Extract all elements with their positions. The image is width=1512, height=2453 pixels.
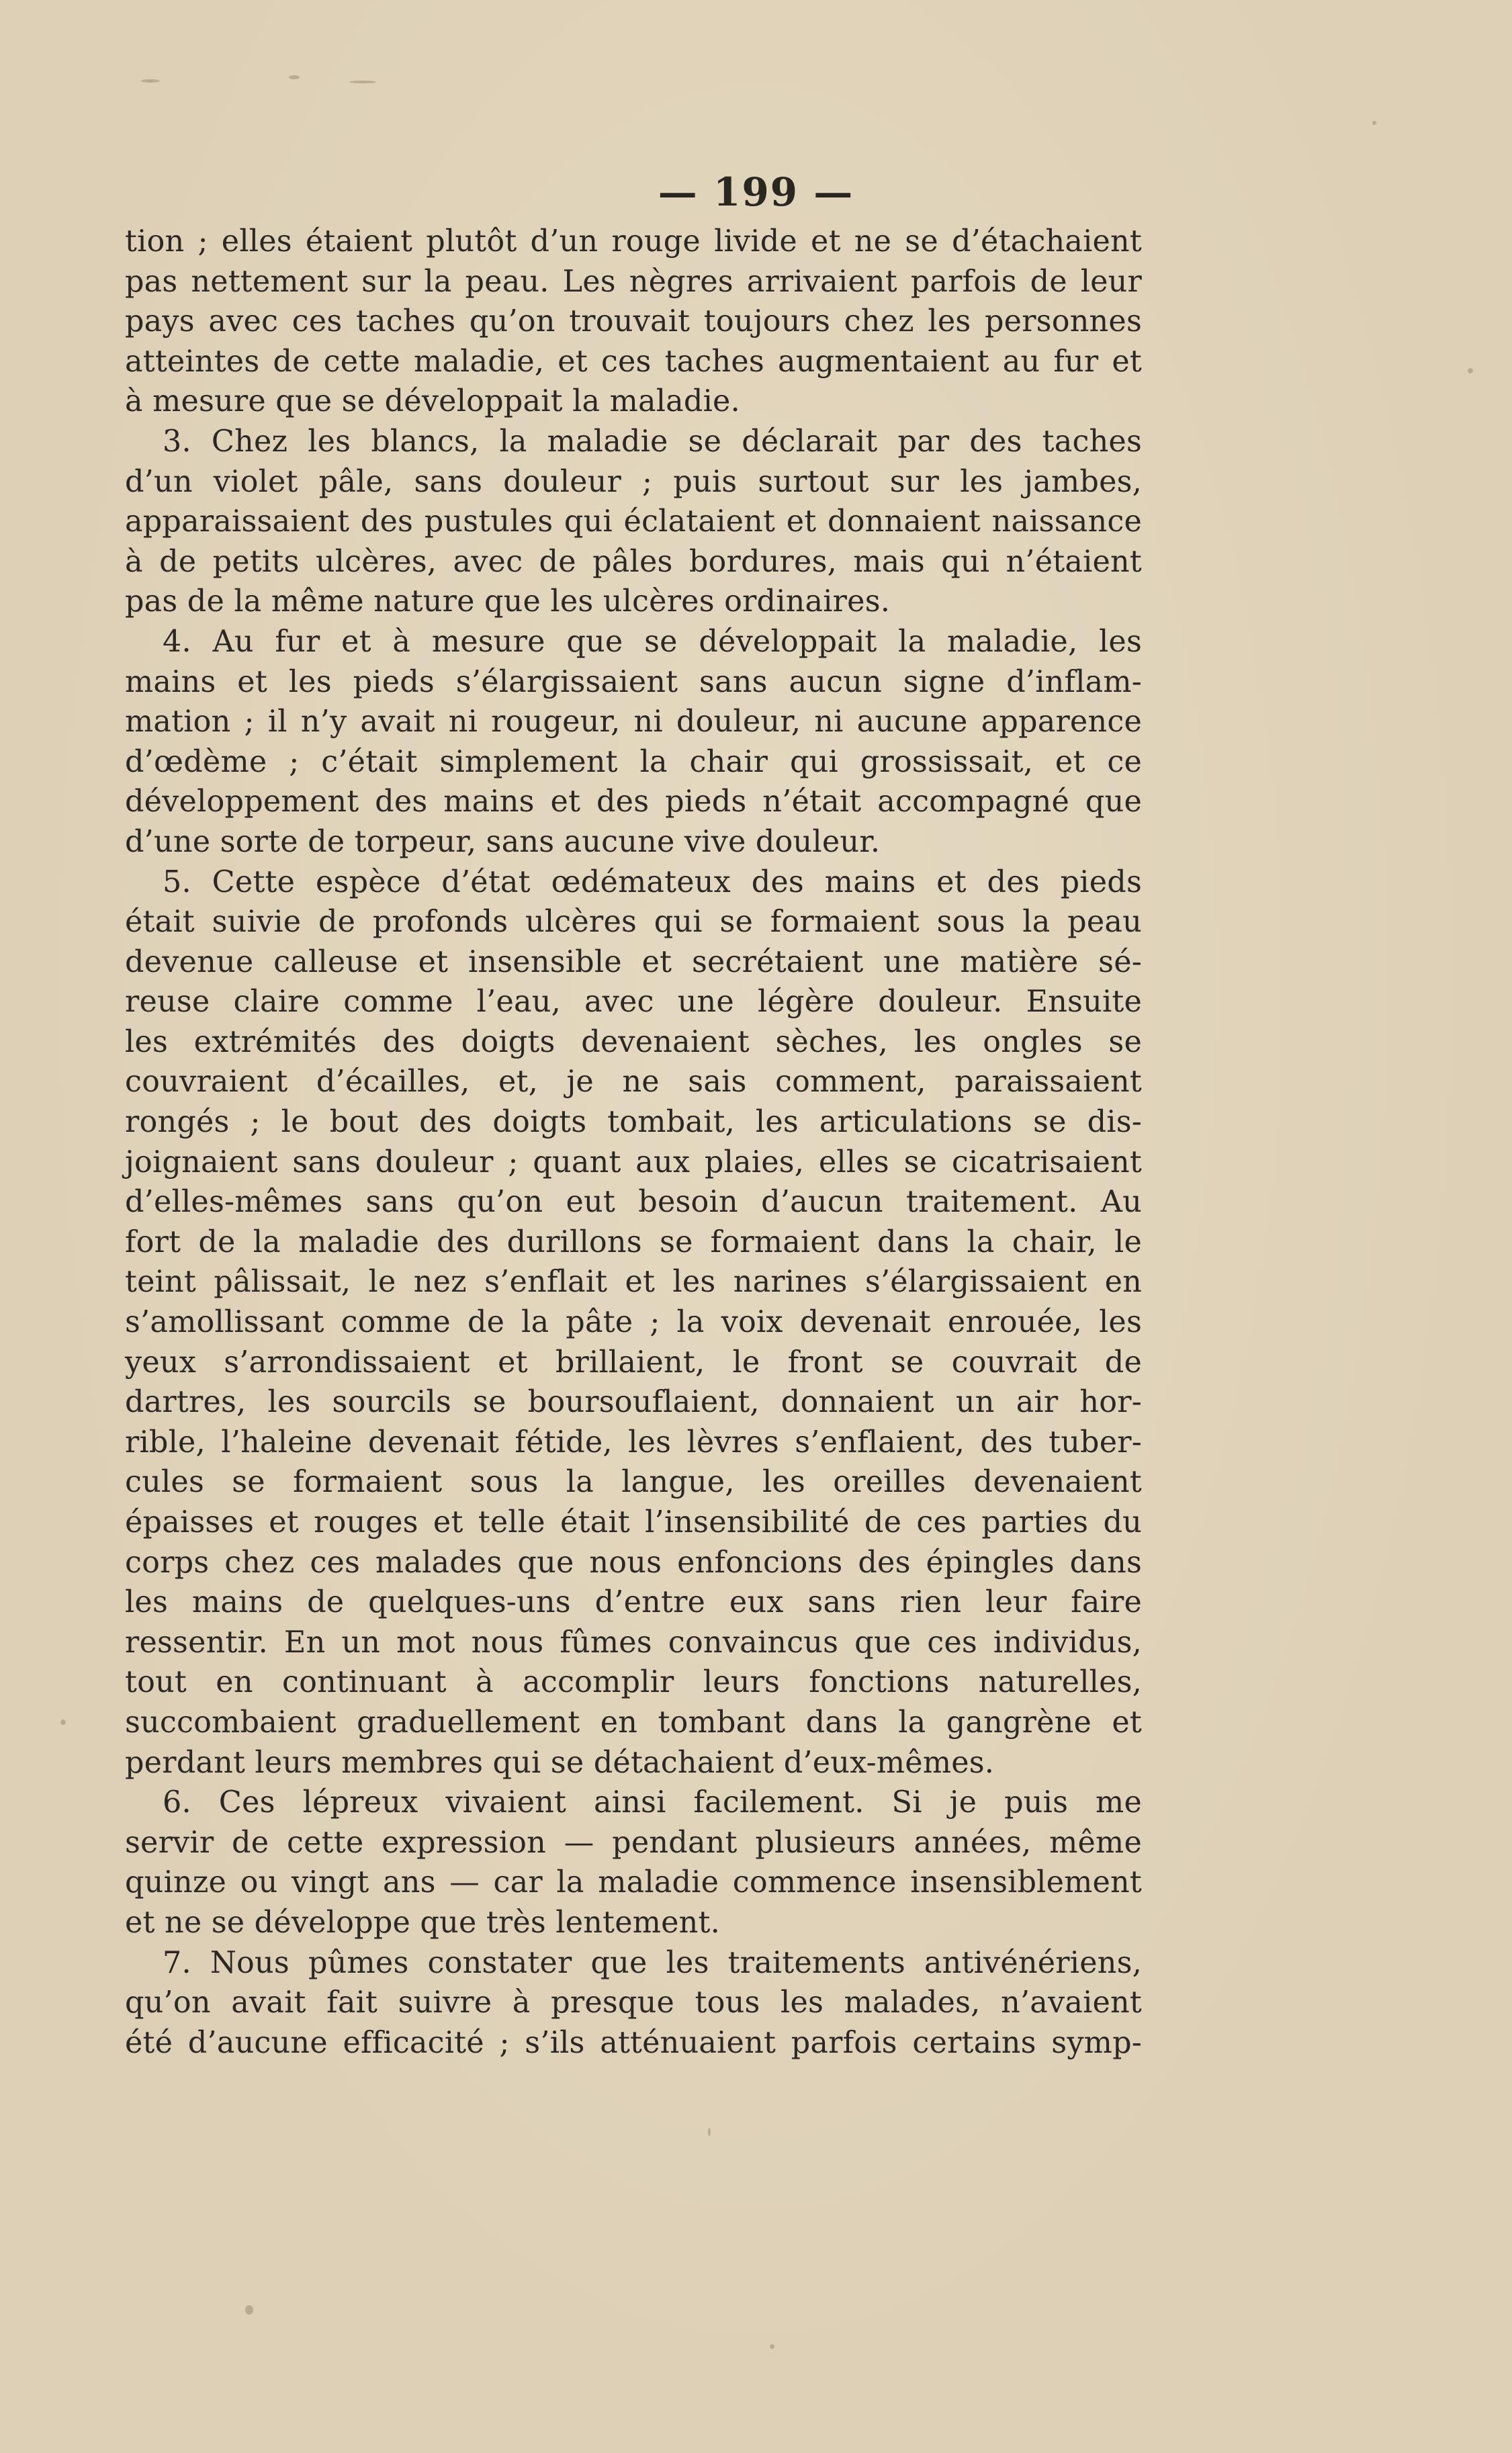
text-line: les extrémités des doigts devenaient sèches, les ongles se bbox=[125, 1024, 1142, 1059]
text-line: été d’aucune efficacité ; s’ils atténuaient parfois certains symp- bbox=[125, 2025, 1142, 2060]
text-line: 3. Chez les blancs, la maladie se déclarait par des taches bbox=[163, 424, 1142, 459]
text-line: ressentir. En un mot nous fûmes convaincus que ces individus, bbox=[125, 1625, 1142, 1660]
text-line: épaisses et rouges et telle était l’insensibilité de ces parties du bbox=[125, 1505, 1142, 1540]
ink-speck bbox=[141, 79, 160, 83]
text-line: succombaient graduellement en tombant dans la gangrène et bbox=[125, 1705, 1142, 1740]
text-line: s’amollissant comme de la pâte ; la voix devenait enrouée, les bbox=[125, 1305, 1142, 1340]
ink-speck bbox=[1372, 121, 1376, 125]
text-line: les mains de quelques-uns d’entre eux sans rien leur faire bbox=[125, 1585, 1142, 1620]
text-line: à de petits ulcères, avec de pâles bordures, mais qui n’étaient bbox=[125, 544, 1142, 579]
text-line: corps chez ces malades que nous enfoncions des épingles dans bbox=[125, 1545, 1142, 1580]
text-line: rongés ; le bout des doigts tombait, les articulations se dis- bbox=[125, 1105, 1142, 1140]
text-line: dartres, les sourcils se boursouflaient, donnaient un air hor- bbox=[125, 1385, 1142, 1420]
text-line: teint pâlissait, le nez s’enflait et les narines s’élargissaient en bbox=[125, 1265, 1142, 1300]
ink-speck bbox=[1468, 368, 1473, 373]
text-line: mains et les pieds s’élargissaient sans aucun signe d’inflam- bbox=[125, 664, 1142, 699]
text-line: qu’on avait fait suivre à presque tous les malades, n’avaient bbox=[125, 1986, 1142, 2020]
body-text bbox=[125, 222, 1142, 2063]
text-line: d’œdème ; c’était simplement la chair qui grossissait, et ce bbox=[125, 744, 1142, 779]
ink-speck bbox=[289, 75, 300, 79]
page-number: — 199 — bbox=[658, 169, 854, 215]
text-line: quinze ou vingt ans — car la maladie commence insensiblement bbox=[125, 1865, 1142, 1900]
text-line: rible, l’haleine devenait fétide, les lèvres s’enflaient, des tuber- bbox=[125, 1425, 1142, 1460]
text-line: d’une sorte de torpeur, sans aucune vive douleur. bbox=[125, 824, 881, 859]
text-line: tout en continuant à accomplir leurs fonctions naturelles, bbox=[125, 1665, 1142, 1700]
text-line: fort de la maladie des durillons se formaient dans la chair, le bbox=[125, 1224, 1142, 1259]
text-line: joignaient sans douleur ; quant aux plaies, elles se cicatrisaient bbox=[125, 1145, 1142, 1179]
text-line: pays avec ces taches qu’on trouvait toujours chez les personnes bbox=[125, 304, 1142, 339]
ink-speck bbox=[770, 2344, 774, 2349]
text-line: tion ; elles étaient plutôt d’un rouge livide et ne se d’étachaient bbox=[125, 224, 1142, 259]
text-line: mation ; il n’y avait ni rougeur, ni douleur, ni aucune apparence bbox=[125, 705, 1142, 740]
ink-speck bbox=[708, 2128, 711, 2136]
text-line: d’un violet pâle, sans douleur ; puis surtout sur les jambes, bbox=[125, 464, 1142, 499]
text-line: yeux s’arrondissaient et brillaient, le front se couvrait de bbox=[125, 1345, 1142, 1380]
text-line: d’elles-mêmes sans qu’on eut besoin d’aucun traitement. Au bbox=[125, 1185, 1142, 1220]
text-line: 4. Au fur et à mesure que se développait la maladie, les bbox=[163, 624, 1142, 659]
text-line: devenue calleuse et insensible et secrétaient une matière sé- bbox=[125, 944, 1142, 979]
text-line: couvraient d’écailles, et, je ne sais comment, paraissaient bbox=[125, 1065, 1142, 1100]
text-line: pas de la même nature que les ulcères ordinaires. bbox=[125, 584, 891, 619]
text-line: reuse claire comme l’eau, avec une légère douleur. Ensuite bbox=[125, 985, 1142, 1020]
text-line: perdant leurs membres qui se détachaient d’eux-mêmes. bbox=[125, 1745, 995, 1780]
text-line: à mesure que se développait la maladie. bbox=[125, 384, 740, 419]
text-line: 6. Ces lépreux vivaient ainsi facilement. Si je puis me bbox=[163, 1785, 1142, 1820]
text-line: était suivie de profonds ulcères qui se formaient sous la peau bbox=[125, 905, 1142, 940]
text-line: apparaissaient des pustules qui éclataient et donnaient naissance bbox=[125, 504, 1142, 539]
text-line: pas nettement sur la peau. Les nègres arrivaient parfois de leur bbox=[125, 264, 1142, 299]
text-line: 7. Nous pûmes constater que les traitements antivénériens, bbox=[163, 1945, 1142, 1980]
ink-speck bbox=[349, 81, 376, 83]
text-line: atteintes de cette maladie, et ces taches augmentaient au fur et bbox=[125, 344, 1142, 379]
ink-speck bbox=[60, 1720, 66, 1725]
text-line: 5. Cette espèce d’état œdémateux des mains et des pieds bbox=[163, 864, 1142, 899]
text-line: cules se formaient sous la langue, les oreilles devenaient bbox=[125, 1465, 1142, 1500]
text-line: et ne se développe que très lentement. bbox=[125, 1905, 720, 1940]
text-line: servir de cette expression — pendant plusieurs années, même bbox=[125, 1825, 1142, 1860]
text-line: développement des mains et des pieds n’était accompagné que bbox=[125, 785, 1142, 819]
ink-speck bbox=[245, 2305, 253, 2315]
